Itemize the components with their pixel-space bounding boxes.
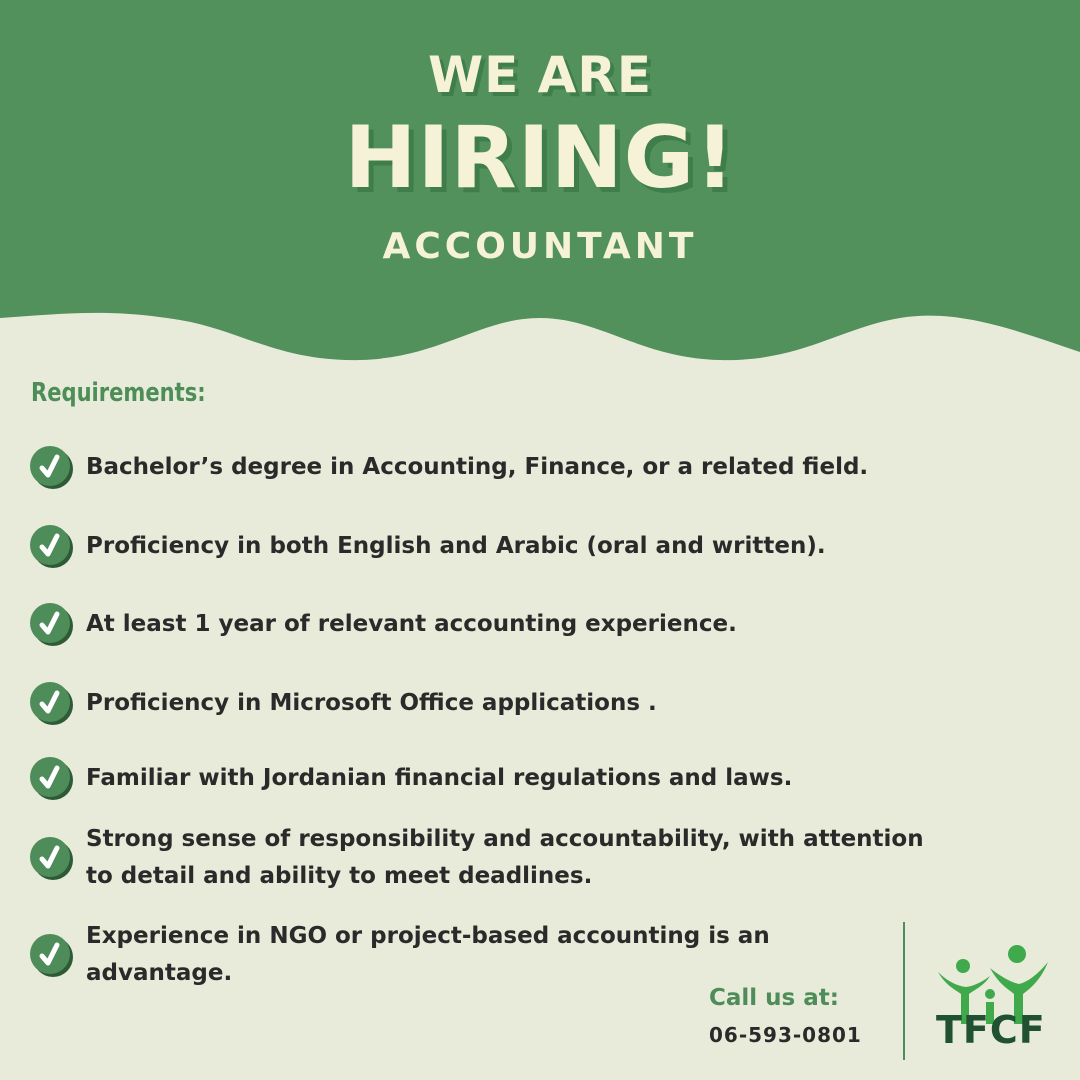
- check-icon: [30, 757, 72, 799]
- call-us-label: Call us at:: [709, 985, 839, 1011]
- requirement-item: [30, 446, 956, 488]
- requirement-item: [30, 757, 956, 799]
- requirement-item: [30, 603, 956, 645]
- check-icon: [30, 837, 72, 879]
- requirements-title: Requirements:: [31, 378, 206, 408]
- check-icon: [30, 525, 72, 567]
- job-title: ACCOUNTANT: [382, 226, 698, 267]
- check-icon: [30, 446, 72, 488]
- requirement-text: Proficiency in Microsoft Office applications .: [86, 689, 657, 716]
- requirement-text: Strong sense of responsibility and accountability, with attention to detail and ability to meet deadlines.: [86, 826, 924, 889]
- requirement-text: Proficiency in both English and Arabic (oral and written).: [86, 532, 826, 559]
- check-icon: [30, 934, 72, 976]
- check-icon: [30, 603, 72, 645]
- requirement-text: Bachelor’s degree in Accounting, Finance, or a related field.: [86, 453, 869, 480]
- requirement-item: [30, 525, 956, 567]
- headline-hiring: HIRING!: [344, 108, 736, 208]
- logo-text: TFCF: [936, 1008, 1046, 1052]
- requirement-text: At least 1 year of relevant accounting experience.: [86, 610, 737, 637]
- check-icon: [30, 682, 72, 724]
- headline-we-are: WE ARE: [427, 46, 653, 104]
- requirement-item: [30, 682, 956, 724]
- requirement-text: Experience in NGO or project-based accounting is an advantage.: [86, 923, 770, 986]
- phone-number[interactable]: 06-593-0801: [709, 1023, 862, 1047]
- requirement-item: [30, 821, 956, 895]
- footer-divider: [903, 922, 905, 1060]
- requirement-text: Familiar with Jordanian financial regulations and laws.: [86, 764, 793, 791]
- header-banner: [0, 0, 1080, 370]
- requirement-item: [30, 918, 786, 992]
